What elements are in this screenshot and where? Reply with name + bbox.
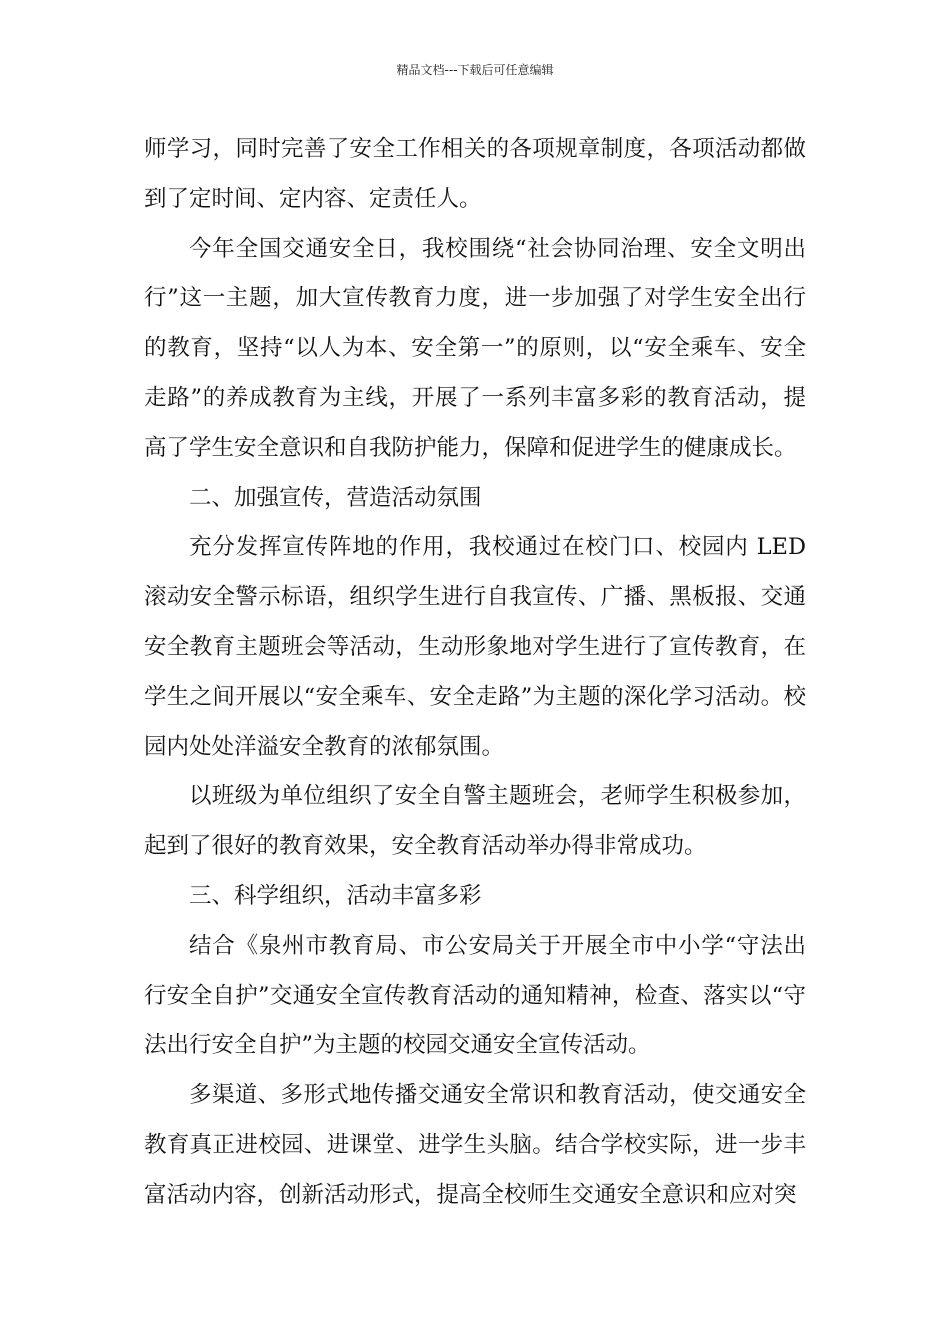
paragraph-1: 师学习，同时完善了安全工作相关的各项规章制度，各项活动都做到了定时间、定内容、定责任人。 <box>144 136 806 212</box>
paragraph-3: 充分发挥宣传阵地的作用，我校通过在校门口、校园内 LED 滚动安全警示标语，组织学生进行自我宣传、广播、黑板报、交通安全教育主题班会等活动，生动形象地对学生进行了宣传教育，在学生之间开展以“安全乘车、安全走路”为主题的深化学习活动。校园内处处洋溢安全教育的浓郁氛围。 <box>144 534 806 760</box>
section-heading-3: 三、科学组织，活动丰富多彩 <box>189 882 482 909</box>
paragraph-6: 多渠道、多形式地传播交通安全常识和教育活动，使交通安全教育真正进校园、进课堂、进学生头脑。结合学校实际，进一步丰富活动内容，创新活动形式，提高全校师生交通安全意识和应对突 <box>144 1082 806 1208</box>
document-body <box>144 125 806 1221</box>
page-header: 精品文档---下载后可任意编辑 <box>396 63 554 77</box>
paragraph-4: 以班级为单位组织了安全自警主题班会，老师学生积极参加，起到了很好的教育效果，安全教育活动举办得非常成功。 <box>144 783 806 860</box>
paragraph-5: 结合《泉州市教育局、市公安局关于开展全市中小学“守法出行安全自护”交通安全宣传教育活动的通知精神，检查、落实以“守法出行安全自护”为主题的校园交通安全宣传活动。 <box>144 932 806 1059</box>
paragraph-2: 今年全国交通安全日，我校围绕“社会协同治理、安全文明出行”这一主题，加大宣传教育力度，进一步加强了对学生安全出行的教育，坚持“以人为本、安全第一”的原则，以“安全乘车、安全走路”的养成教育为主线，开展了一系列丰富多彩的教育活动，提高了学生安全意识和自我防护能力，保障和促进学生的健康成长。 <box>144 235 806 461</box>
section-heading-2: 二、加强宣传，营造活动氛围 <box>189 484 482 511</box>
